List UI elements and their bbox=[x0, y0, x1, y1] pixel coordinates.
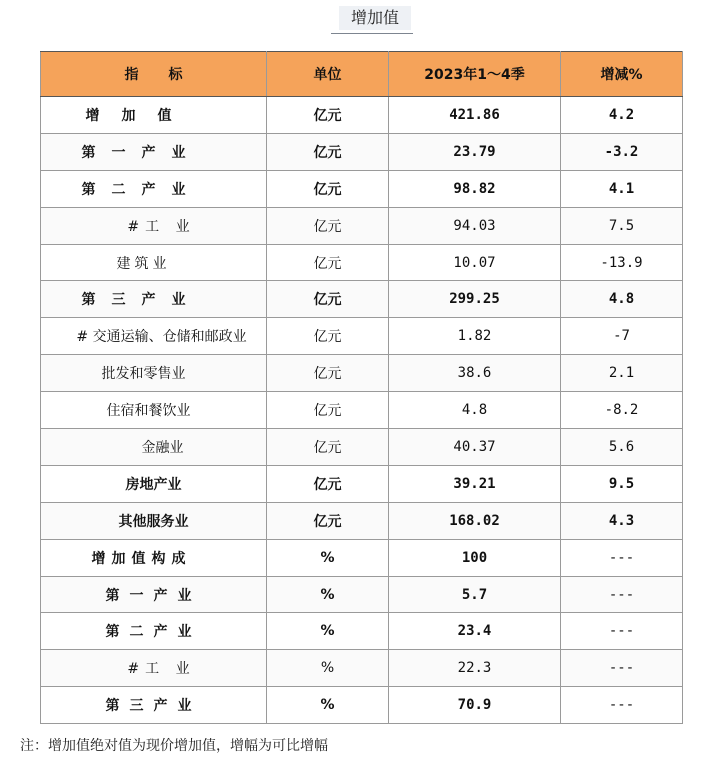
row-unit: % bbox=[267, 650, 389, 687]
table-row bbox=[41, 392, 683, 429]
row-change: -13.9 bbox=[561, 244, 683, 281]
row-indicator: 第二产业 bbox=[41, 170, 267, 207]
table-header-row bbox=[41, 52, 683, 97]
row-unit: 亿元 bbox=[267, 170, 389, 207]
row-indicator: 第三产业 bbox=[41, 687, 267, 724]
row-indicator: 增加值构成 bbox=[41, 539, 267, 576]
row-change: 4.8 bbox=[561, 281, 683, 318]
row-unit: 亿元 bbox=[267, 355, 389, 392]
row-value: 1.82 bbox=[389, 318, 561, 355]
row-change: -8.2 bbox=[561, 392, 683, 429]
table-row bbox=[41, 97, 683, 134]
row-value: 10.07 bbox=[389, 244, 561, 281]
row-value: 4.8 bbox=[389, 392, 561, 429]
row-unit: 亿元 bbox=[267, 465, 389, 502]
row-unit: % bbox=[267, 576, 389, 613]
row-value: 39.21 bbox=[389, 465, 561, 502]
row-change: --- bbox=[561, 539, 683, 576]
row-value: 94.03 bbox=[389, 207, 561, 244]
row-unit: 亿元 bbox=[267, 318, 389, 355]
row-change: --- bbox=[561, 650, 683, 687]
row-value: 23.4 bbox=[389, 613, 561, 650]
value-added-table bbox=[40, 51, 683, 724]
page-title: 增加值 bbox=[339, 6, 411, 30]
header-indicator: 指标 bbox=[41, 52, 267, 97]
row-indicator: 其他服务业 bbox=[41, 502, 267, 539]
row-indicator: #工 业 bbox=[41, 207, 267, 244]
row-value: 421.86 bbox=[389, 97, 561, 134]
row-indicator: 房地产业 bbox=[41, 465, 267, 502]
table-row bbox=[41, 429, 683, 466]
table-row bbox=[41, 170, 683, 207]
table-row bbox=[41, 318, 683, 355]
page-header bbox=[0, 0, 715, 40]
row-value: 70.9 bbox=[389, 687, 561, 724]
table-row bbox=[41, 465, 683, 502]
table-row bbox=[41, 576, 683, 613]
header-change: 增减% bbox=[561, 52, 683, 97]
row-unit: 亿元 bbox=[267, 133, 389, 170]
row-unit: 亿元 bbox=[267, 502, 389, 539]
row-indicator: 住宿和餐饮业 bbox=[41, 392, 267, 429]
table-row bbox=[41, 244, 683, 281]
row-change: -3.2 bbox=[561, 133, 683, 170]
row-indicator: 第二产业 bbox=[41, 613, 267, 650]
row-value: 23.79 bbox=[389, 133, 561, 170]
row-unit: % bbox=[267, 687, 389, 724]
table-row bbox=[41, 539, 683, 576]
row-value: 40.37 bbox=[389, 429, 561, 466]
row-indicator: #工 业 bbox=[41, 650, 267, 687]
row-unit: 亿元 bbox=[267, 244, 389, 281]
row-change: 4.1 bbox=[561, 170, 683, 207]
row-change: 7.5 bbox=[561, 207, 683, 244]
row-change: 2.1 bbox=[561, 355, 683, 392]
row-indicator: 第一产业 bbox=[41, 576, 267, 613]
title-underline bbox=[331, 33, 413, 34]
row-unit: % bbox=[267, 613, 389, 650]
row-change: 5.6 bbox=[561, 429, 683, 466]
footnote: 注：增加值绝对值为现价增加值，增幅为可比增幅 bbox=[20, 738, 328, 754]
row-value: 38.6 bbox=[389, 355, 561, 392]
row-value: 100 bbox=[389, 539, 561, 576]
row-unit: 亿元 bbox=[267, 97, 389, 134]
row-change: 9.5 bbox=[561, 465, 683, 502]
row-value: 5.7 bbox=[389, 576, 561, 613]
table-row bbox=[41, 650, 683, 687]
table-row bbox=[41, 207, 683, 244]
row-indicator: 批发和零售业 bbox=[41, 355, 267, 392]
row-indicator: 建筑业 bbox=[41, 244, 267, 281]
table-row bbox=[41, 133, 683, 170]
row-unit: 亿元 bbox=[267, 392, 389, 429]
row-value: 98.82 bbox=[389, 170, 561, 207]
header-period: 2023年1～4季 bbox=[389, 52, 561, 97]
row-value: 168.02 bbox=[389, 502, 561, 539]
row-indicator: # 交通运输、仓储和邮政业 bbox=[41, 318, 267, 355]
table-row bbox=[41, 502, 683, 539]
row-change: 4.3 bbox=[561, 502, 683, 539]
row-indicator: 增加值 bbox=[41, 97, 267, 134]
table-row bbox=[41, 687, 683, 724]
row-change: --- bbox=[561, 576, 683, 613]
row-change: 4.2 bbox=[561, 97, 683, 134]
table-row bbox=[41, 281, 683, 318]
table-row bbox=[41, 613, 683, 650]
row-unit: 亿元 bbox=[267, 207, 389, 244]
table-row bbox=[41, 355, 683, 392]
row-indicator: 第三产业 bbox=[41, 281, 267, 318]
row-change: -7 bbox=[561, 318, 683, 355]
header-unit: 单位 bbox=[267, 52, 389, 97]
row-indicator: 金融业 bbox=[41, 429, 267, 466]
row-unit: 亿元 bbox=[267, 429, 389, 466]
row-change: --- bbox=[561, 613, 683, 650]
row-change: --- bbox=[561, 687, 683, 724]
row-value: 299.25 bbox=[389, 281, 561, 318]
row-indicator: 第一产业 bbox=[41, 133, 267, 170]
row-value: 22.3 bbox=[389, 650, 561, 687]
row-unit: 亿元 bbox=[267, 281, 389, 318]
row-unit: % bbox=[267, 539, 389, 576]
